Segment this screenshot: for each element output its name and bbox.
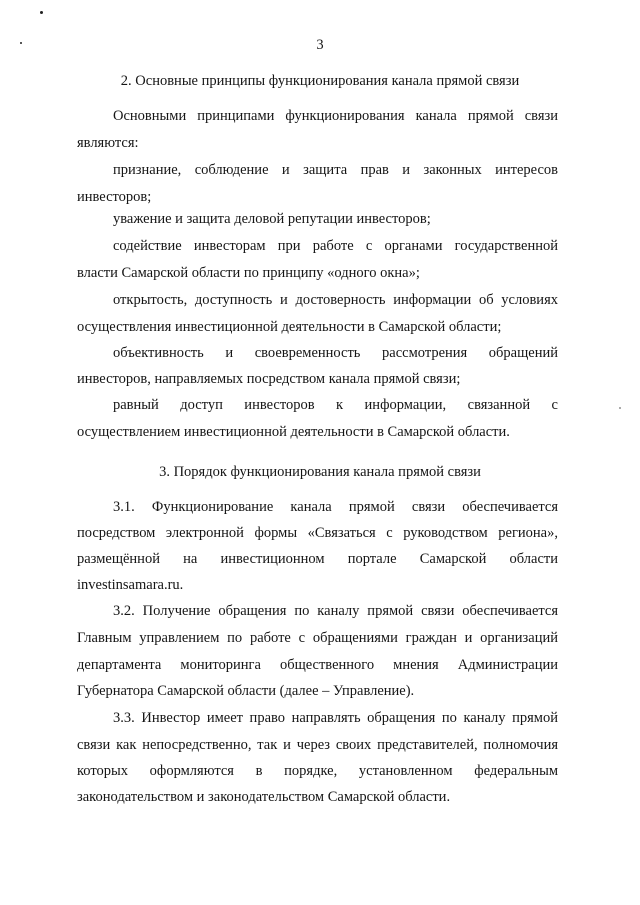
text-line: связи как непосредственно, так и через своих представителей, полномочия <box>77 737 558 753</box>
page-number: 3 <box>316 37 324 53</box>
text-line: Основными принципами функционирования канала прямой связи <box>113 108 558 124</box>
scan-speck <box>40 11 43 14</box>
text-line: инвесторов; <box>77 189 152 205</box>
text-line: которых оформляются в порядке, установленном федеральным <box>77 763 558 779</box>
text-line: посредством электронной формы «Связаться с руководством региона», <box>77 525 558 541</box>
text-line: 3.2. Получение обращения по каналу прямой связи обеспечивается <box>113 603 558 619</box>
text-line: открытость, доступность и достоверность информации об условиях <box>113 292 558 308</box>
text-line: равный доступ инвесторов к информации, связанной с <box>113 397 558 413</box>
text-line: объективность и своевременность рассмотрения обращений <box>113 345 558 361</box>
text-line: investinsamara.ru. <box>77 577 184 593</box>
text-line: размещённой на инвестиционном портале Самарской области <box>77 551 558 567</box>
text-line: Губернатора Самарской области (далее – Управление). <box>77 683 415 699</box>
text-line: власти Самарской области по принципу «одного окна»; <box>77 265 420 281</box>
section-2-heading: 2. Основные принципы функционирования канала прямой связи <box>120 73 520 89</box>
text-line: 3.3. Инвестор имеет право направлять обращения по каналу прямой <box>113 710 558 726</box>
text-line: содействие инвесторам при работе с органами государственной <box>113 238 558 254</box>
text-line: осуществления инвестиционной деятельности в Самарской области; <box>77 319 502 335</box>
text-line: осуществлением инвестиционной деятельности в Самарской области. <box>77 424 510 440</box>
text-line: департамента мониторинга общественного мнения Администрации <box>77 657 558 673</box>
text-line: 3.1. Функционирование канала прямой связи обеспечивается <box>113 499 558 515</box>
text-line: уважение и защита деловой репутации инвесторов; <box>113 211 431 227</box>
text-line: признание, соблюдение и защита прав и законных интересов <box>113 162 558 178</box>
text-line: Главным управлением по работе с обращениями граждан и организаций <box>77 630 558 646</box>
scan-speck <box>619 407 621 409</box>
text-line: законодательством и законодательством Самарской области. <box>77 789 451 805</box>
text-line: являются: <box>77 135 139 151</box>
section-3-heading: 3. Порядок функционирования канала прямой связи <box>159 464 481 480</box>
text-line: инвесторов, направляемых посредством канала прямой связи; <box>77 371 461 387</box>
